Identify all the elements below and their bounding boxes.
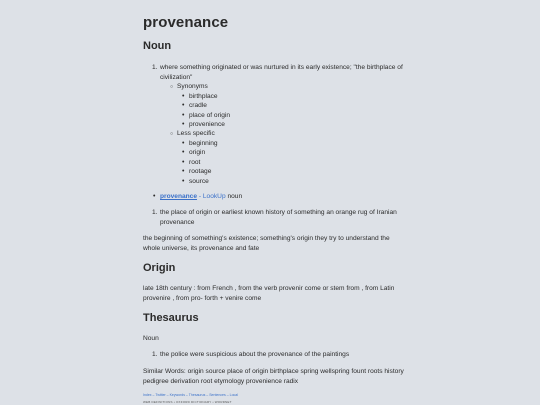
similar-words: Similar Words: origin source place of origin birthplace spring wellspring fount roots history pedigree derivation root etymology provenience radix [143,368,404,385]
less-specific-item: • source [189,177,209,187]
less-specific-item: • rootage [189,167,211,177]
thesaurus-pos: Noun [143,335,159,342]
less-specific-item: • beginning [189,139,218,149]
footer-links[interactable]: Index – Twitter – Keywords – Thesaurus – Sentences – Local [143,393,239,397]
lookup-row [160,192,242,202]
less-specific-label: ○ Less specific [177,129,215,139]
definition-text: the place of origin or earliest known history of something an orange rug of Iranian provenance [160,209,397,226]
origin-heading: Origin [143,262,176,274]
thesaurus-example: 1. the police were suspicious about the provenance of the paintings [152,351,350,358]
less-specific-item: • root [189,158,200,168]
synonym-item: • birthplace [189,92,218,102]
definition-text: where something originated or was nurtured in its early existence; "the birthplace of civilization" [160,64,403,81]
usage-paragraph: the beginning of something's existence; something's origin they try to understand the whole universe, its provenance and fate [143,235,390,252]
synonym-item: • provenience [189,120,225,130]
example-text: the police were suspicious about the provenance of the paintings [160,351,350,358]
noun-heading: Noun [143,40,172,52]
lookup-word-link[interactable]: provenance [160,193,198,200]
synonyms-label: ○ Synonyms [177,82,208,92]
lookup-pos: noun [227,193,243,200]
synonym-item: • place of origin [189,111,230,121]
synonym-item: • cradle [189,101,207,111]
origin-text: late 18th century : from French , from the verb provenir come or stem from , from Latin provenire , from pro- forth + venire come [143,285,395,302]
footer-note: WEB DEFINITIONS • OXFORD DICTIONARY • WORDNET [143,400,232,404]
lookup-link[interactable]: - LookUp [198,193,226,200]
definition-item-1: 1. where something originated or was nurtured in its early existence; "the birthplace of civilization" [152,64,403,81]
thesaurus-heading: Thesaurus [143,312,199,324]
definition-item-2: 1. the place of origin or earliest known history of something an orange rug of Iranian provenance [152,209,397,226]
page-title: provenance [143,14,229,31]
less-specific-item: • origin [189,148,205,158]
